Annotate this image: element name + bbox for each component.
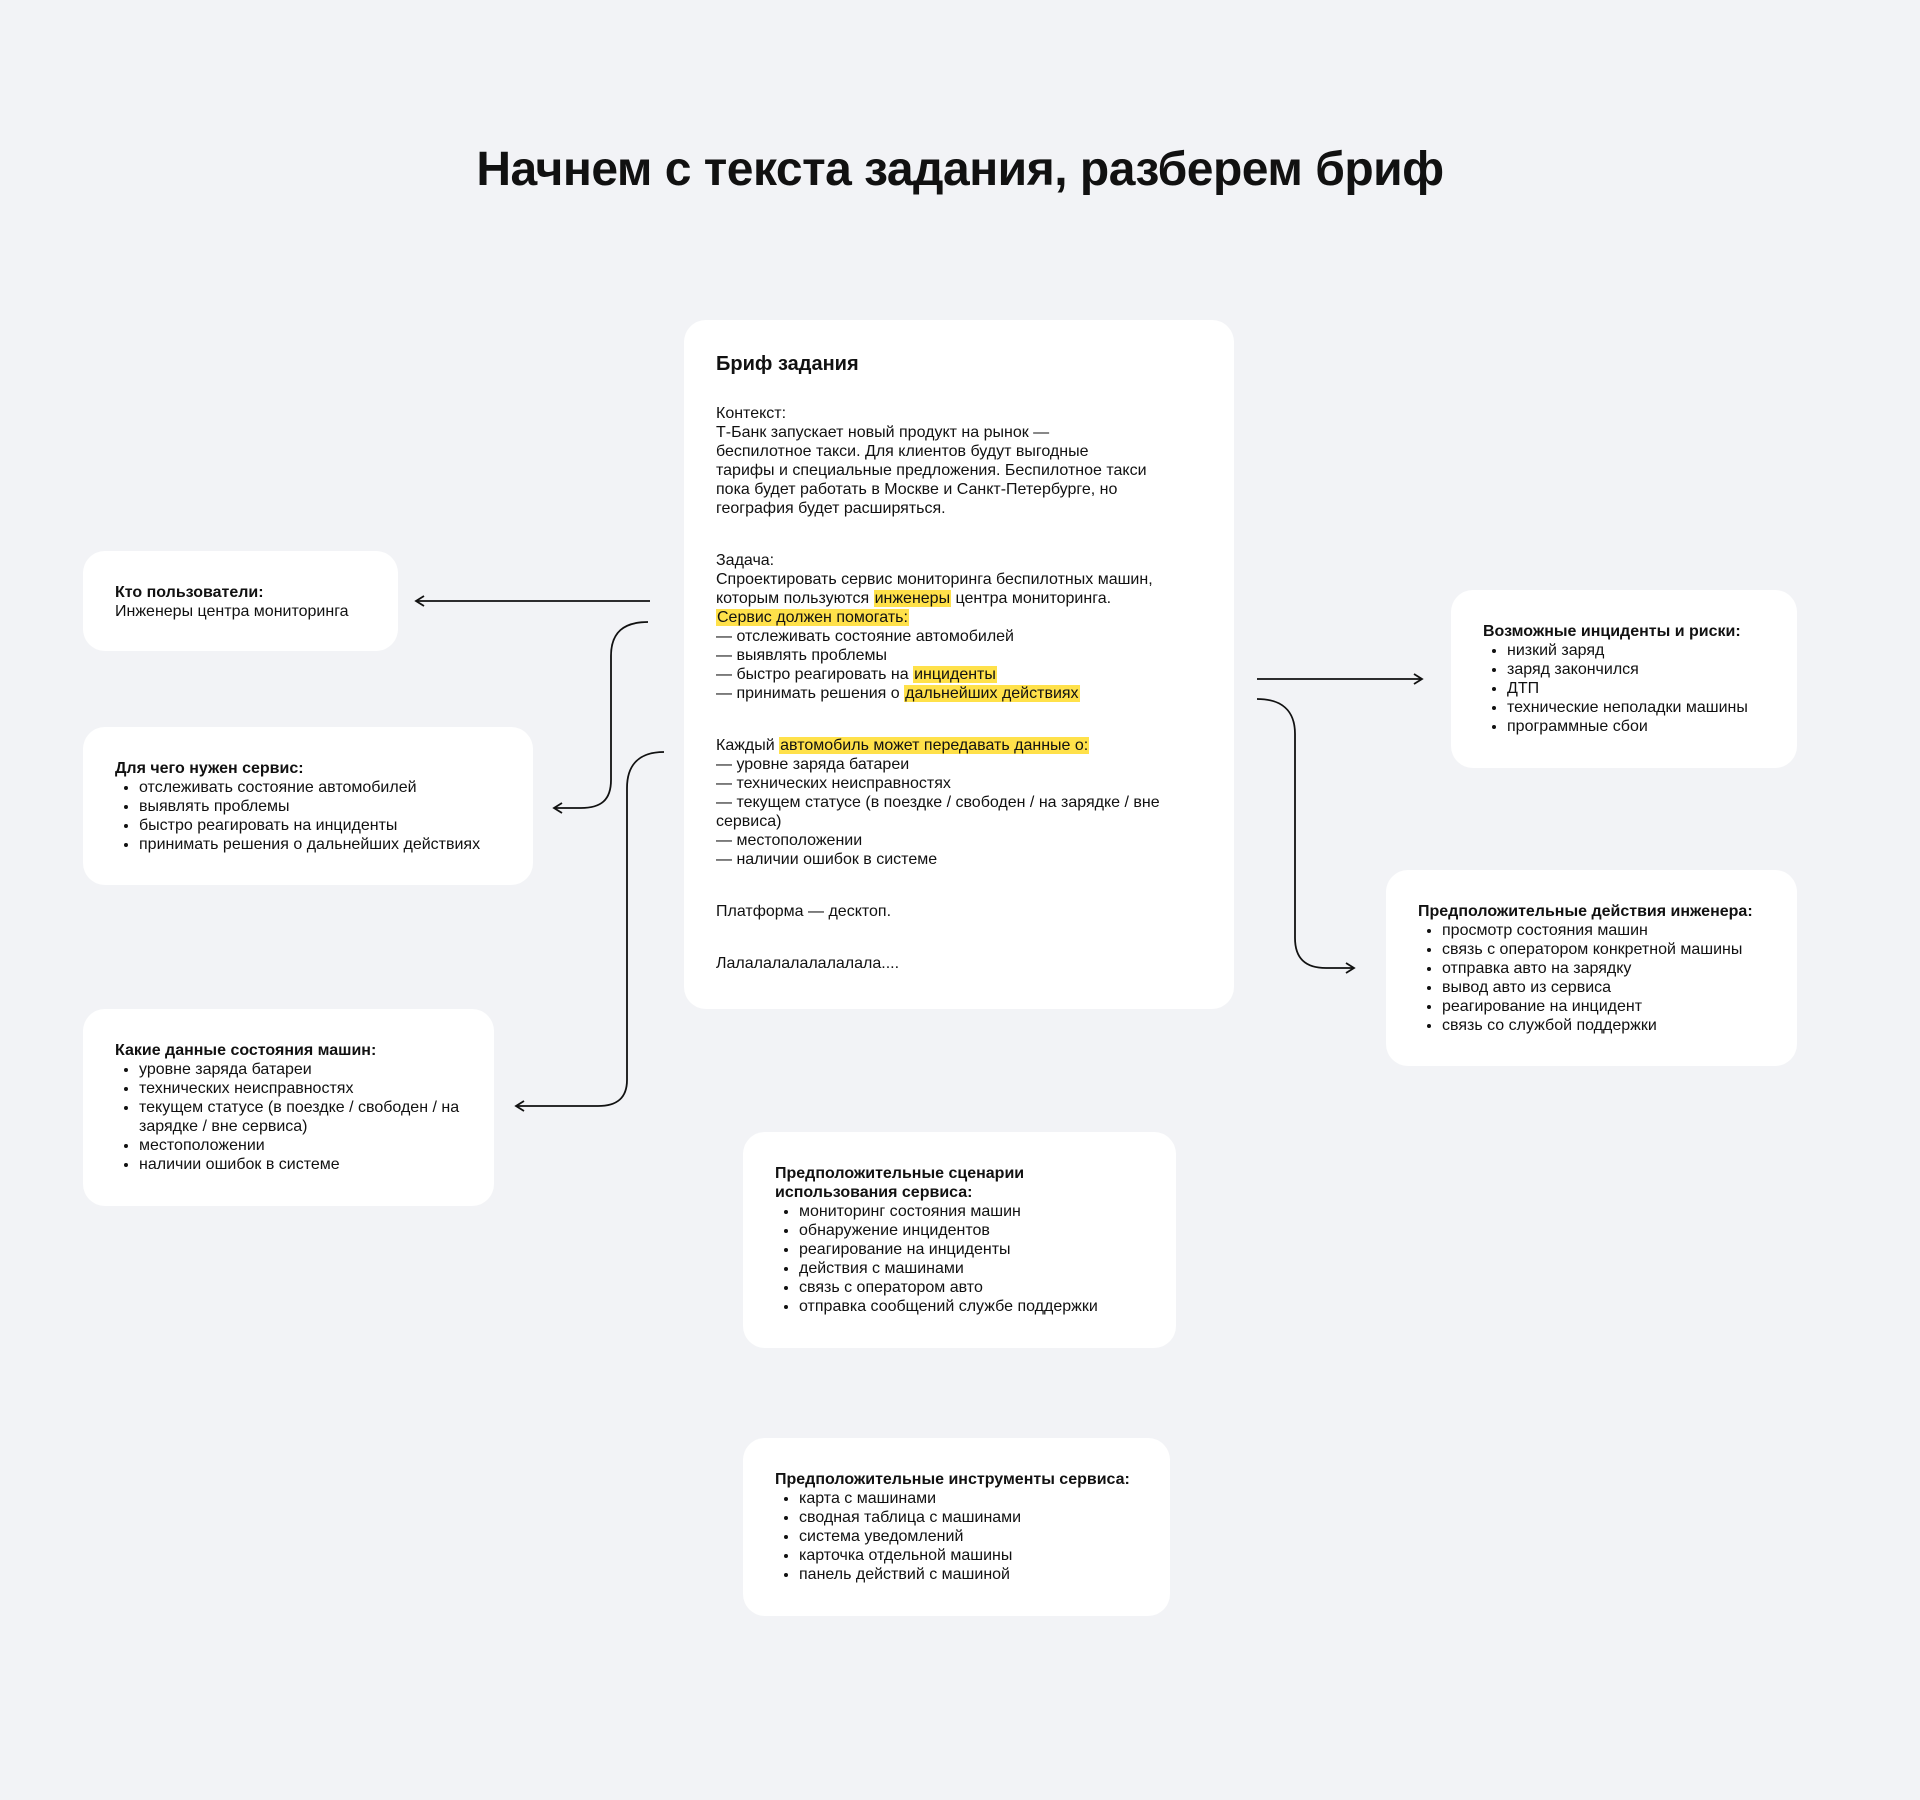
purpose-card-title: Для чего нужен сервис:: [115, 760, 304, 777]
list-item: • система уведомлений: [799, 1527, 1138, 1546]
list-item: • заряд закончился: [1507, 660, 1765, 679]
brief-task: [716, 551, 1202, 703]
brief-task-text: — принимать решения о: [716, 685, 905, 702]
scenarios-card: [743, 1132, 1176, 1348]
brief-data-line: сервиса): [716, 813, 782, 830]
brief-task-label: Задача:: [716, 552, 775, 569]
brief-context-line: тарифы и специальные предложения. Беспилотное такси: [716, 462, 1147, 479]
users-card-text: Инженеры центра мониторинга: [115, 603, 349, 620]
list-item: • программные сбои: [1507, 717, 1765, 736]
list-item: • действия с машинами: [799, 1259, 1144, 1278]
brief-task-item: — отслеживать состояние автомобилей: [716, 628, 1014, 645]
list-item: • технических неисправностях: [139, 1079, 462, 1098]
brief-platform: Платформа — десктоп.: [716, 903, 892, 920]
list-item: • ДТП: [1507, 679, 1765, 698]
brief-task-item: — выявлять проблемы: [716, 647, 887, 664]
brief-task-text: центра мониторинга.: [951, 590, 1112, 607]
list-item: • связь с оператором авто: [799, 1278, 1144, 1297]
list-item: • текущем статусе (в поездке / свободен / на зарядке / вне сервиса): [139, 1098, 462, 1136]
tools-card-title: Предположительные инструменты сервиса:: [775, 1471, 1130, 1488]
brief-context-line: пока будет работать в Москве и Санкт-Петербурге, но: [716, 481, 1118, 498]
list-item: • реагирование на инцидент: [1442, 997, 1765, 1016]
brief-task-line: Спроектировать сервис мониторинга беспилотных машин,: [716, 571, 1153, 588]
list-item: • местоположении: [139, 1136, 462, 1155]
list-item: • сводная таблица с машинами: [799, 1508, 1138, 1527]
brief-filler: Лалалалалалалалала....: [716, 955, 900, 972]
list-item: • уровне заряда батареи: [139, 1060, 462, 1079]
brief-data-line: — наличии ошибок в системе: [716, 851, 938, 868]
scenarios-card-title: Предположительные сценарии использования сервиса:: [775, 1165, 1025, 1201]
brief-data-line: — местоположении: [716, 832, 863, 849]
brief-task-text: которым пользуются: [716, 590, 874, 607]
arrow-to-actions: [1257, 699, 1354, 968]
car-data-card-title: Какие данные состояния машин:: [115, 1042, 377, 1059]
list-item: • мониторинг состояния машин: [799, 1202, 1144, 1221]
engineer-actions-list: [1418, 921, 1765, 1035]
brief-task-item: [716, 665, 1202, 684]
list-item: • быстро реагировать на инциденты: [139, 816, 501, 835]
list-item: • карточка отдельной машины: [799, 1546, 1138, 1565]
list-item: • выявлять проблемы: [139, 797, 501, 816]
list-item: • отправка авто на зарядку: [1442, 959, 1765, 978]
brief-task-text: — быстро реагировать на: [716, 666, 914, 683]
purpose-card: [83, 727, 533, 885]
list-item: • карта с машинами: [799, 1489, 1138, 1508]
brief-data-line: — уровне заряда батареи: [716, 756, 910, 773]
brief-context-line: беспилотное такси. Для клиентов будут выгодные: [716, 443, 1089, 460]
users-card: [83, 551, 398, 651]
risks-card-title: Возможные инциденты и риски:: [1483, 623, 1741, 640]
list-item: • панель действий с машиной: [799, 1565, 1138, 1584]
brief-context-line: география будет расширяться.: [716, 500, 946, 517]
tools-list: [775, 1489, 1138, 1584]
brief-data: [716, 736, 1202, 869]
highlight-service-helps: Сервис должен помогать:: [717, 609, 908, 626]
brief-data-intro: [716, 736, 1202, 755]
car-data-list: [115, 1060, 462, 1174]
list-item: • обнаружение инцидентов: [799, 1221, 1144, 1240]
list-item: • отправка сообщений службе поддержки: [799, 1297, 1144, 1316]
arrow-to-purpose: [554, 622, 648, 808]
arrow-to-data: [516, 752, 664, 1106]
list-item: • вывод авто из сервиса: [1442, 978, 1765, 997]
purpose-list: [115, 778, 501, 854]
users-card-title: Кто пользователи:: [115, 584, 264, 601]
highlight-engineers: инженеры: [874, 590, 951, 607]
highlight-incidents: инциденты: [914, 666, 996, 683]
list-item: • принимать решения о дальнейших действиях: [139, 835, 501, 854]
brief-task-line: [716, 608, 1202, 627]
car-data-card: [83, 1009, 494, 1206]
engineer-actions-card: [1386, 870, 1797, 1066]
list-item: • отслеживать состояние автомобилей: [139, 778, 501, 797]
list-item: • связь со службой поддержки: [1442, 1016, 1765, 1035]
list-item: • просмотр состояния машин: [1442, 921, 1765, 940]
risks-card: [1451, 590, 1797, 768]
tools-card: [743, 1438, 1170, 1616]
brief-data-line: — текущем статусе (в поездке / свободен / на зарядке / вне: [716, 794, 1160, 811]
brief-title: Бриф задания: [716, 353, 859, 375]
brief-data-text: Каждый: [716, 737, 780, 754]
list-item: • наличии ошибок в системе: [139, 1155, 462, 1174]
brief-context-label: Контекст:: [716, 405, 787, 422]
brief-card: [684, 320, 1234, 1009]
risks-list: [1483, 641, 1765, 736]
page-title: Начнем с текста задания, разберем бриф: [476, 143, 1444, 196]
list-item: • реагирование на инциденты: [799, 1240, 1144, 1259]
brief-context: [716, 404, 1202, 518]
brief-task-line: [716, 589, 1202, 608]
list-item: • связь с оператором конкретной машины: [1442, 940, 1765, 959]
highlight-car-data: автомобиль может передавать данные о:: [780, 737, 1089, 754]
brief-task-item: [716, 684, 1202, 703]
brief-data-line: — технических неисправностях: [716, 775, 951, 792]
engineer-actions-card-title: Предположительные действия инженера:: [1418, 903, 1753, 920]
list-item: • низкий заряд: [1507, 641, 1765, 660]
highlight-further-actions: дальнейших действиях: [905, 685, 1079, 702]
list-item: • технические неполадки машины: [1507, 698, 1765, 717]
scenarios-list: [775, 1202, 1144, 1316]
brief-context-line: Т-Банк запускает новый продукт на рынок —: [716, 424, 1050, 441]
